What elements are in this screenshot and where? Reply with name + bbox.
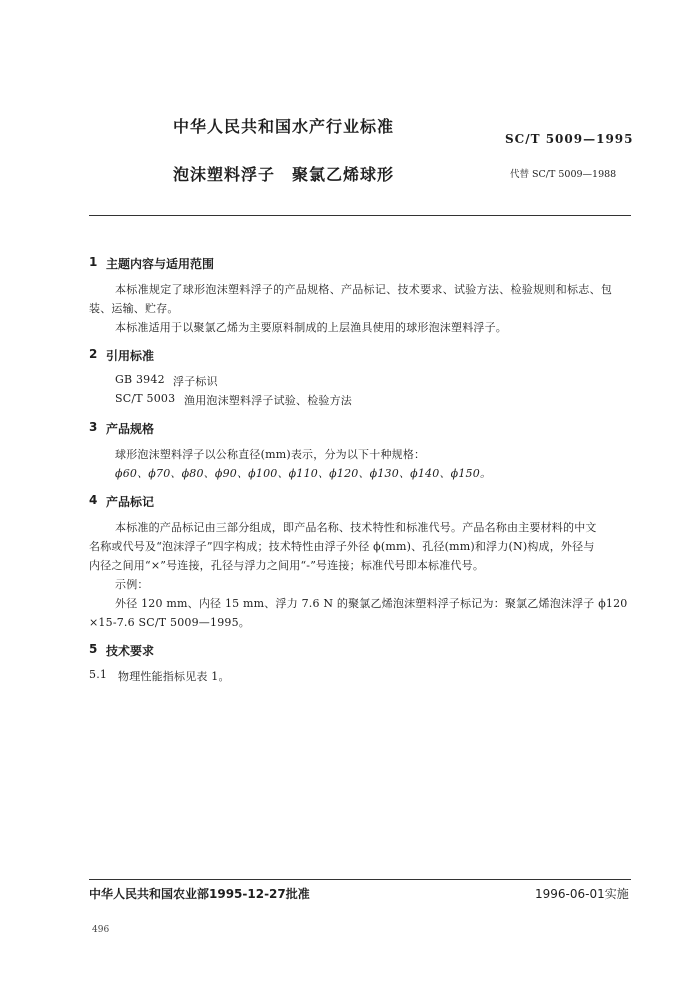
paragraph-line: 内径之间用“×”号连接，孔径与浮力之间用“-”号连接；标准代号即本标准代号。	[89, 559, 485, 572]
spec-list: ϕ60、ϕ70、ϕ80、ϕ90、ϕ100、ϕ110、ϕ120、ϕ130、ϕ140、ϕ150。	[115, 467, 492, 480]
standard-number: SC/T 5009—1995	[505, 132, 634, 146]
replaces-standard: 代替 SC/T 5009—1988	[510, 169, 617, 180]
paragraph-line: 本标准的产品标记由三部分组成，即产品名称、技术特性和标准代号。产品名称由主要材料的中文	[115, 521, 597, 534]
page-number: 496	[92, 925, 110, 935]
section-number: 3	[89, 420, 98, 434]
section-title-scope: 主题内容与适用范围	[106, 257, 215, 271]
reference-title: 浮子标识	[173, 375, 218, 388]
approval-note: 中华人民共和国农业部1995-12-27批准	[89, 887, 310, 901]
reference-code: GB 3942	[115, 373, 165, 386]
section-number: 2	[89, 347, 98, 361]
section-number: 1	[89, 255, 98, 269]
reference-code: SC/T 5003	[115, 392, 176, 405]
section-number: 4	[89, 493, 98, 507]
paragraph-line: 球形泡沫塑料浮子以公称直径(mm)表示，分为以下十种规格：	[115, 448, 426, 461]
subsection-number: 5.1	[89, 668, 108, 681]
section-title-marking: 产品标记	[106, 495, 155, 509]
implementation-date: 1996-06-01实施	[535, 887, 629, 901]
paragraph-line: 本标准适用于以聚氯乙烯为主要原料制成的上层渔具使用的球形泡沫塑料浮子。	[115, 321, 507, 334]
paragraph-line: 本标准规定了球形泡沫塑料浮子的产品规格、产品标记、技术要求、试验方法、检验规则和标志、包	[115, 283, 613, 296]
example-label: 示例：	[115, 578, 149, 591]
example-line: ×15-7.6 SC/T 5009—1995。	[89, 616, 251, 629]
section-title-technical: 技术要求	[106, 644, 155, 658]
section-title-specs: 产品规格	[106, 422, 155, 436]
example-line: 外径 120 mm、内径 15 mm、浮力 7.6 N 的聚氯乙烯泡沫塑料浮子标记为：聚氯乙烯泡沫浮子 ϕ120	[115, 597, 628, 610]
header-divider	[89, 215, 631, 216]
section-title-references: 引用标准	[106, 349, 155, 363]
section-number: 5	[89, 642, 98, 656]
reference-title: 渔用泡沫塑料浮子试验、检验方法	[184, 394, 352, 407]
paragraph-line: 名称或代号及“泡沫浮子”四字构成；技术特性由浮子外径 ϕ(mm)、孔径(mm)和浮力(N)构成，外径与	[89, 540, 595, 553]
document-title: 泡沫塑料浮子 聚氯乙烯球形	[173, 165, 395, 184]
subsection-text: 物理性能指标见表 1。	[118, 670, 230, 683]
paragraph-line: 装、运输、贮存。	[89, 302, 179, 315]
footer-divider	[89, 879, 631, 880]
issuing-body-title: 中华人民共和国水产行业标准	[173, 117, 395, 136]
